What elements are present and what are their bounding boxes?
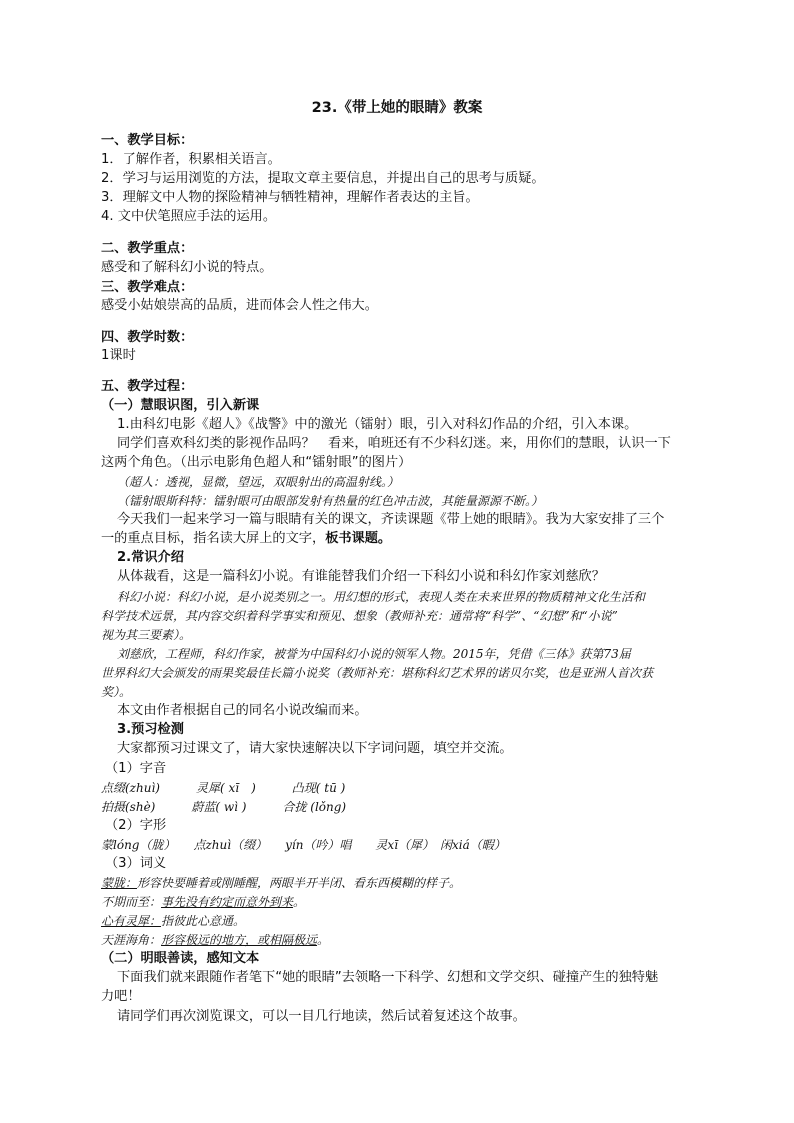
note-line: （镭射眼斯科特：镭射眼可由眼部发射有热量的红色冲击波，其能量源源不断。） — [117, 494, 544, 508]
goal-item: 1．了解作者，积累相关语言。 — [101, 152, 281, 167]
note-line: 世界科幻大会颁发的雨果奖最佳长篇小说奖（教师补充：堪称科幻艺术界的诺贝尔奖，也是亚洲人首次获 — [101, 666, 654, 680]
exercise-heading: （1）字音 — [105, 761, 167, 776]
vocab-line — [101, 874, 461, 892]
pinyin-line: 点缀(zhuì) 灵犀( xī ) 凸现( tū ) — [101, 781, 346, 795]
vocab-line — [101, 931, 329, 949]
vocab-term: 心有灵犀： — [101, 914, 162, 928]
paragraph: 力吧！ — [101, 989, 141, 1004]
paragraph: 这两个角色。（出示电影角色超人和“镭射眼”的图片） — [101, 455, 412, 470]
vocab-punct: 。 — [317, 933, 330, 947]
board-title-note: 板书课题。 — [325, 531, 392, 546]
vocab-term: 蒙胧： — [101, 876, 138, 890]
paragraph: 从体裁看，这是一篇科幻小说。有谁能替我们介绍一下科幻小说和科幻作家刘慈欣？ — [117, 569, 605, 584]
vocab-line — [101, 893, 305, 911]
section-heading-hours: 四、教学时数： — [101, 330, 194, 345]
paragraph: 大家都预习过课文了，请大家快速解决以下字词问题，填空并交流。 — [117, 741, 513, 756]
exercise-heading: （3）词义 — [105, 856, 167, 871]
vocab-definition: 指彼此心意通。 — [161, 914, 246, 928]
note-line: （超人：透视，显微，望远，双眼射出的高温射线。） — [117, 475, 400, 489]
paragraph: 感受小姑娘崇高的品质，进而体会人性之伟大。 — [101, 298, 378, 313]
section-heading-process: 五、教学过程： — [101, 379, 194, 394]
vocab-definition: 事先没有约定而意外到来 — [161, 895, 294, 909]
paragraph: 今天我们一起来学习一篇与眼睛有关的课文，齐读课题《带上她的眼睛》。我为大家安排了三个 — [117, 512, 665, 527]
vocab-definition: 形容极远的地方，或相隔极远 — [161, 933, 318, 947]
vocab-line — [101, 912, 245, 930]
section-heading-focus: 二、教学重点： — [101, 241, 194, 256]
pinyin-line: 拍摄(shè) 蔚蓝( wì ) 合拢 (lǒng) — [101, 800, 347, 814]
exercise-heading: （2）字形 — [105, 818, 167, 833]
note-line: 科学技术远景，其内容交织着科学事实和预见、想象（教师补充：通常将“科学”、“幻想”和“小说” — [101, 609, 618, 623]
paragraph: 1课时 — [101, 348, 136, 363]
goal-item: 4. 文中伏笔照应手法的运用。 — [101, 209, 277, 224]
paragraph: 感受和了解科幻小说的特点。 — [101, 260, 273, 275]
vocab-term: 天涯海角： — [101, 933, 162, 947]
section-heading-goals: 一、教学目标： — [101, 133, 194, 148]
goal-item: 2．学习与运用浏览的方法，提取文章主要信息，并提出自己的思考与质疑。 — [101, 171, 545, 186]
paragraph-text: 一的重点目标，指名读大屏上的文字， — [101, 531, 326, 546]
section-heading-difficulty: 三、教学难点： — [101, 280, 194, 295]
note-line: 视为其三要素）。 — [101, 628, 192, 642]
vocab-punct: 。 — [293, 895, 306, 909]
paragraph: 本文由作者根据自己的同名小说改编而来。 — [117, 703, 368, 718]
paragraph: 请同学们再次浏览课文，可以一目几行地读，然后试着复述这个故事。 — [117, 1009, 526, 1024]
note-line: 奖）。 — [101, 685, 132, 699]
paragraph: 1.由科幻电影《超人》《战警》中的激光（镭射）眼，引入对科幻作品的介绍，引入本课。 — [117, 417, 638, 432]
note-line: 刘慈欣，工程师，科幻作家，被誉为中国科幻小说的领军人物。2015年，凭借《三体》获第73届 — [117, 647, 631, 661]
subsection-heading: 3.预习检测 — [117, 722, 184, 737]
subsection-heading: 2.常识介绍 — [117, 550, 184, 565]
paragraph: 下面我们就来跟随作者笔下“她的眼睛”去领略一下科学、幻想和文学交织、碰撞产生的独特魅 — [117, 970, 659, 985]
goal-item: 3．理解文中人物的探险精神与牺牲精神，理解作者表达的主旨。 — [101, 190, 479, 205]
note-line: 科幻小说：科幻小说，是小说类别之一。用幻想的形式，表现人类在未来世界的物质精神文化生活和 — [117, 590, 646, 604]
paragraph — [101, 530, 391, 548]
document-title: 23.《带上她的眼睛》教案 — [311, 100, 483, 116]
paragraph: 同学们喜欢科幻类的影视作品吗？ 看来，咱班还有不少科幻迷。来，用你们的慧眼，认识一下 — [117, 436, 671, 451]
vocab-term: 不期而至： — [101, 895, 162, 909]
subsection-heading: （一）慧眼识图，引入新课 — [101, 398, 260, 413]
vocab-definition: 形容快要睡着或刚睡醒，两眼半开半闭、看东西模糊的样子。 — [137, 876, 462, 890]
character-line: 蒙lóng（胧） 点zhuì（缀） yín（吟）唱 灵xī（犀） 闲xiá（暇） — [101, 838, 506, 852]
subsection-heading: （二）明眼善读，感知文本 — [101, 951, 260, 966]
